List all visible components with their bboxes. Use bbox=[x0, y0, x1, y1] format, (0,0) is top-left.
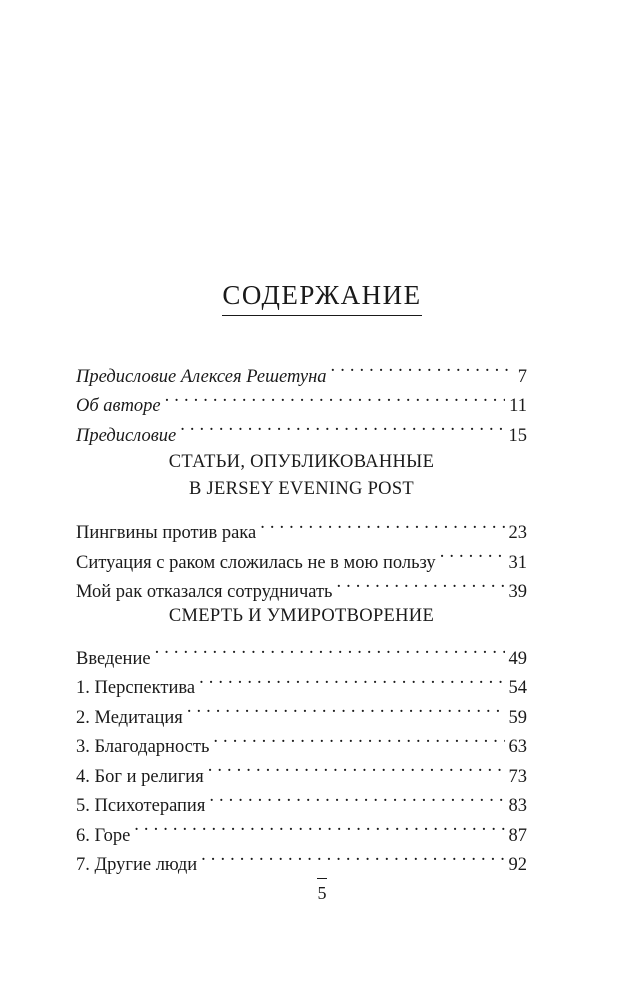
toc-entry[interactable] bbox=[76, 509, 527, 543]
toc-entry-label: 1. Перспектива bbox=[76, 678, 196, 698]
toc-entry-page: 83 bbox=[508, 796, 527, 816]
toc-entry-label: Предисловие Алексея Решетуна bbox=[76, 366, 327, 387]
toc-entry-page: 7 bbox=[517, 366, 527, 387]
folio-block bbox=[0, 878, 644, 904]
toc-entry-label: 4. Бог и религия bbox=[76, 766, 204, 787]
table-of-contents bbox=[76, 352, 527, 875]
section-heading-line: В JERSEY EVENING POST bbox=[188, 478, 415, 499]
toc-entry-page: 87 bbox=[508, 825, 527, 846]
toc-entry-page: 15 bbox=[508, 425, 527, 446]
dot-leader bbox=[134, 811, 504, 841]
toc-entry-page: 49 bbox=[508, 648, 527, 669]
dot-leader bbox=[208, 752, 505, 782]
toc-entry-page: 92 bbox=[508, 855, 527, 875]
toc-entry-label: 6. Горе bbox=[76, 825, 131, 846]
toc-entry[interactable] bbox=[76, 841, 527, 875]
toc-entry-label: Введение bbox=[76, 648, 151, 669]
toc-entry-label: 2. Медитация bbox=[76, 707, 183, 728]
toc-entry[interactable] bbox=[76, 811, 527, 846]
dot-leader bbox=[209, 782, 504, 812]
section-heading-line: СМЕРТЬ И УМИРОТВОРЕНИЕ bbox=[168, 606, 435, 626]
toc-entry-label: Мой рак отказался сотрудничать bbox=[76, 582, 333, 602]
toc-entry[interactable] bbox=[76, 352, 527, 387]
dot-leader bbox=[187, 693, 505, 723]
toc-entry-page: 11 bbox=[509, 396, 527, 416]
toc-entry-label: 5. Психотерапия bbox=[76, 796, 206, 816]
toc-entry-label: Об авторе bbox=[76, 396, 161, 416]
dot-leader bbox=[337, 568, 505, 598]
section-heading-line: СТАТЬИ, ОПУБЛИКОВАННЫЕ bbox=[168, 451, 435, 472]
folio-dash bbox=[317, 878, 327, 879]
page-title: СОДЕРЖАНИЕ bbox=[222, 280, 421, 316]
toc-entry-page: 73 bbox=[508, 766, 527, 787]
toc-entry-page: 59 bbox=[508, 707, 527, 728]
section-heading bbox=[76, 449, 527, 503]
dot-leader bbox=[201, 841, 504, 871]
toc-entry-page: 23 bbox=[508, 523, 527, 543]
dot-leader bbox=[331, 352, 509, 382]
toc-entry-label: Предисловие bbox=[76, 425, 177, 446]
toc-entry-label: 7. Другие люди bbox=[76, 855, 198, 875]
toc-entry-page: 31 bbox=[508, 552, 527, 573]
page-number: 5 bbox=[317, 883, 327, 903]
dot-leader bbox=[180, 411, 504, 441]
toc-entry-label: 3. Благодарность bbox=[76, 737, 210, 757]
toc-entry[interactable] bbox=[76, 634, 527, 669]
dot-leader bbox=[213, 723, 504, 753]
toc-entry-page: 39 bbox=[508, 582, 527, 602]
toc-entry-label: Пингвины против рака bbox=[76, 523, 257, 543]
dot-leader bbox=[155, 634, 505, 664]
dot-leader bbox=[260, 509, 504, 539]
dot-leader bbox=[440, 538, 505, 568]
toc-entry-label: Ситуация с раком сложилась не в мою пользу bbox=[76, 552, 436, 573]
toc-entry-page: 54 bbox=[508, 678, 527, 698]
dot-leader bbox=[165, 382, 506, 412]
toc-entry-page: 63 bbox=[508, 737, 527, 757]
dot-leader bbox=[199, 664, 504, 694]
title-block bbox=[0, 280, 644, 316]
